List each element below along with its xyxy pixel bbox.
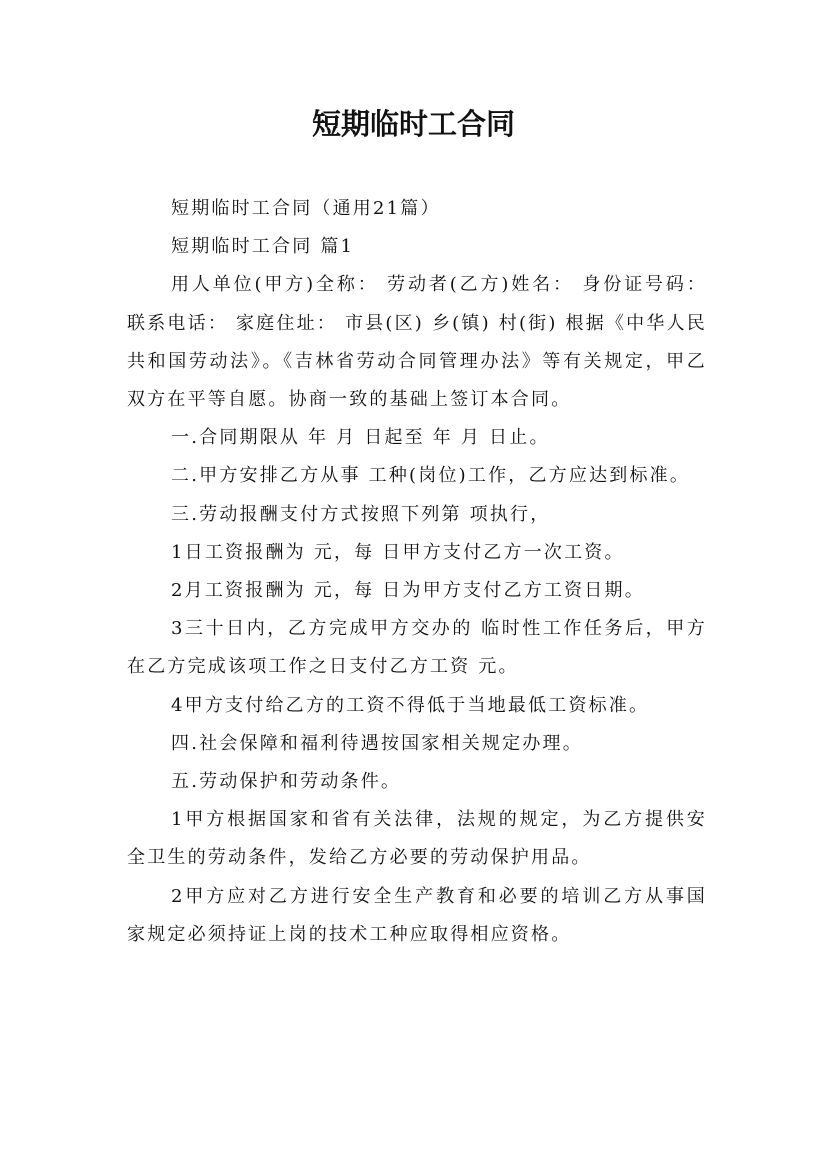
paragraph-clause-3-item-1: 1日工资报酬为 元，每 日甲方支付乙方一次工资。	[171, 541, 625, 563]
document-body	[127, 190, 707, 954]
paragraph-clause-4: 四.社会保障和福利待遇按国家相关规定办理。	[171, 732, 583, 754]
paragraph-clause-3: 三.劳动报酬支付方式按照下列第 项执行，	[171, 503, 551, 525]
paragraph-clause-3-item-3: 3三十日内，乙方完成甲方交办的 临时性工作任务后，甲方在乙方完成该项工作之日支付乙方工资 元。	[127, 618, 707, 678]
paragraph-heading: 短期临时工合同（通用21篇）	[171, 198, 441, 219]
paragraph-clause-3-item-2: 2月工资报酬为 元，每 日为甲方支付乙方工资日期。	[171, 580, 645, 602]
paragraph-clause-3-item-4: 4甲方支付给乙方的工资不得低于当地最低工资标准。	[171, 694, 650, 716]
paragraph-clause-2: 二.甲方安排乙方从事 工种(岗位)工作，乙方应达到标准。	[171, 465, 691, 487]
paragraph-clause-1: 一.合同期限从 年 月 日起至 年 月 日止。	[171, 427, 550, 449]
paragraph-clause-5-item-2: 2甲方应对乙方进行安全生产教育和必要的培训乙方从事国家规定必须持证上岗的技术工种应取得相应资格。	[127, 885, 707, 945]
paragraph-section-title: 短期临时工合同 篇1	[171, 236, 355, 258]
document-title: 短期临时工合同	[311, 107, 515, 141]
paragraph-clause-5-item-1: 1甲方根据国家和省有关法律，法规的规定，为乙方提供安全卫生的劳动条件，发给乙方必要的劳动保护用品。	[127, 809, 707, 869]
paragraph-parties: 用人单位(甲方)全称： 劳动者(乙方)姓名： 身份证号码： 联系电话： 家庭住址： 市县(区) 乡(镇) 村(街) 根据《中华人民共和国劳动法》。《吉林省劳动合同管理办法》等有关规定，甲乙双方在平等自愿。协商一致的基础上签订本合同。	[127, 274, 707, 411]
paragraph-clause-5: 五.劳动保护和劳动条件。	[171, 771, 402, 793]
